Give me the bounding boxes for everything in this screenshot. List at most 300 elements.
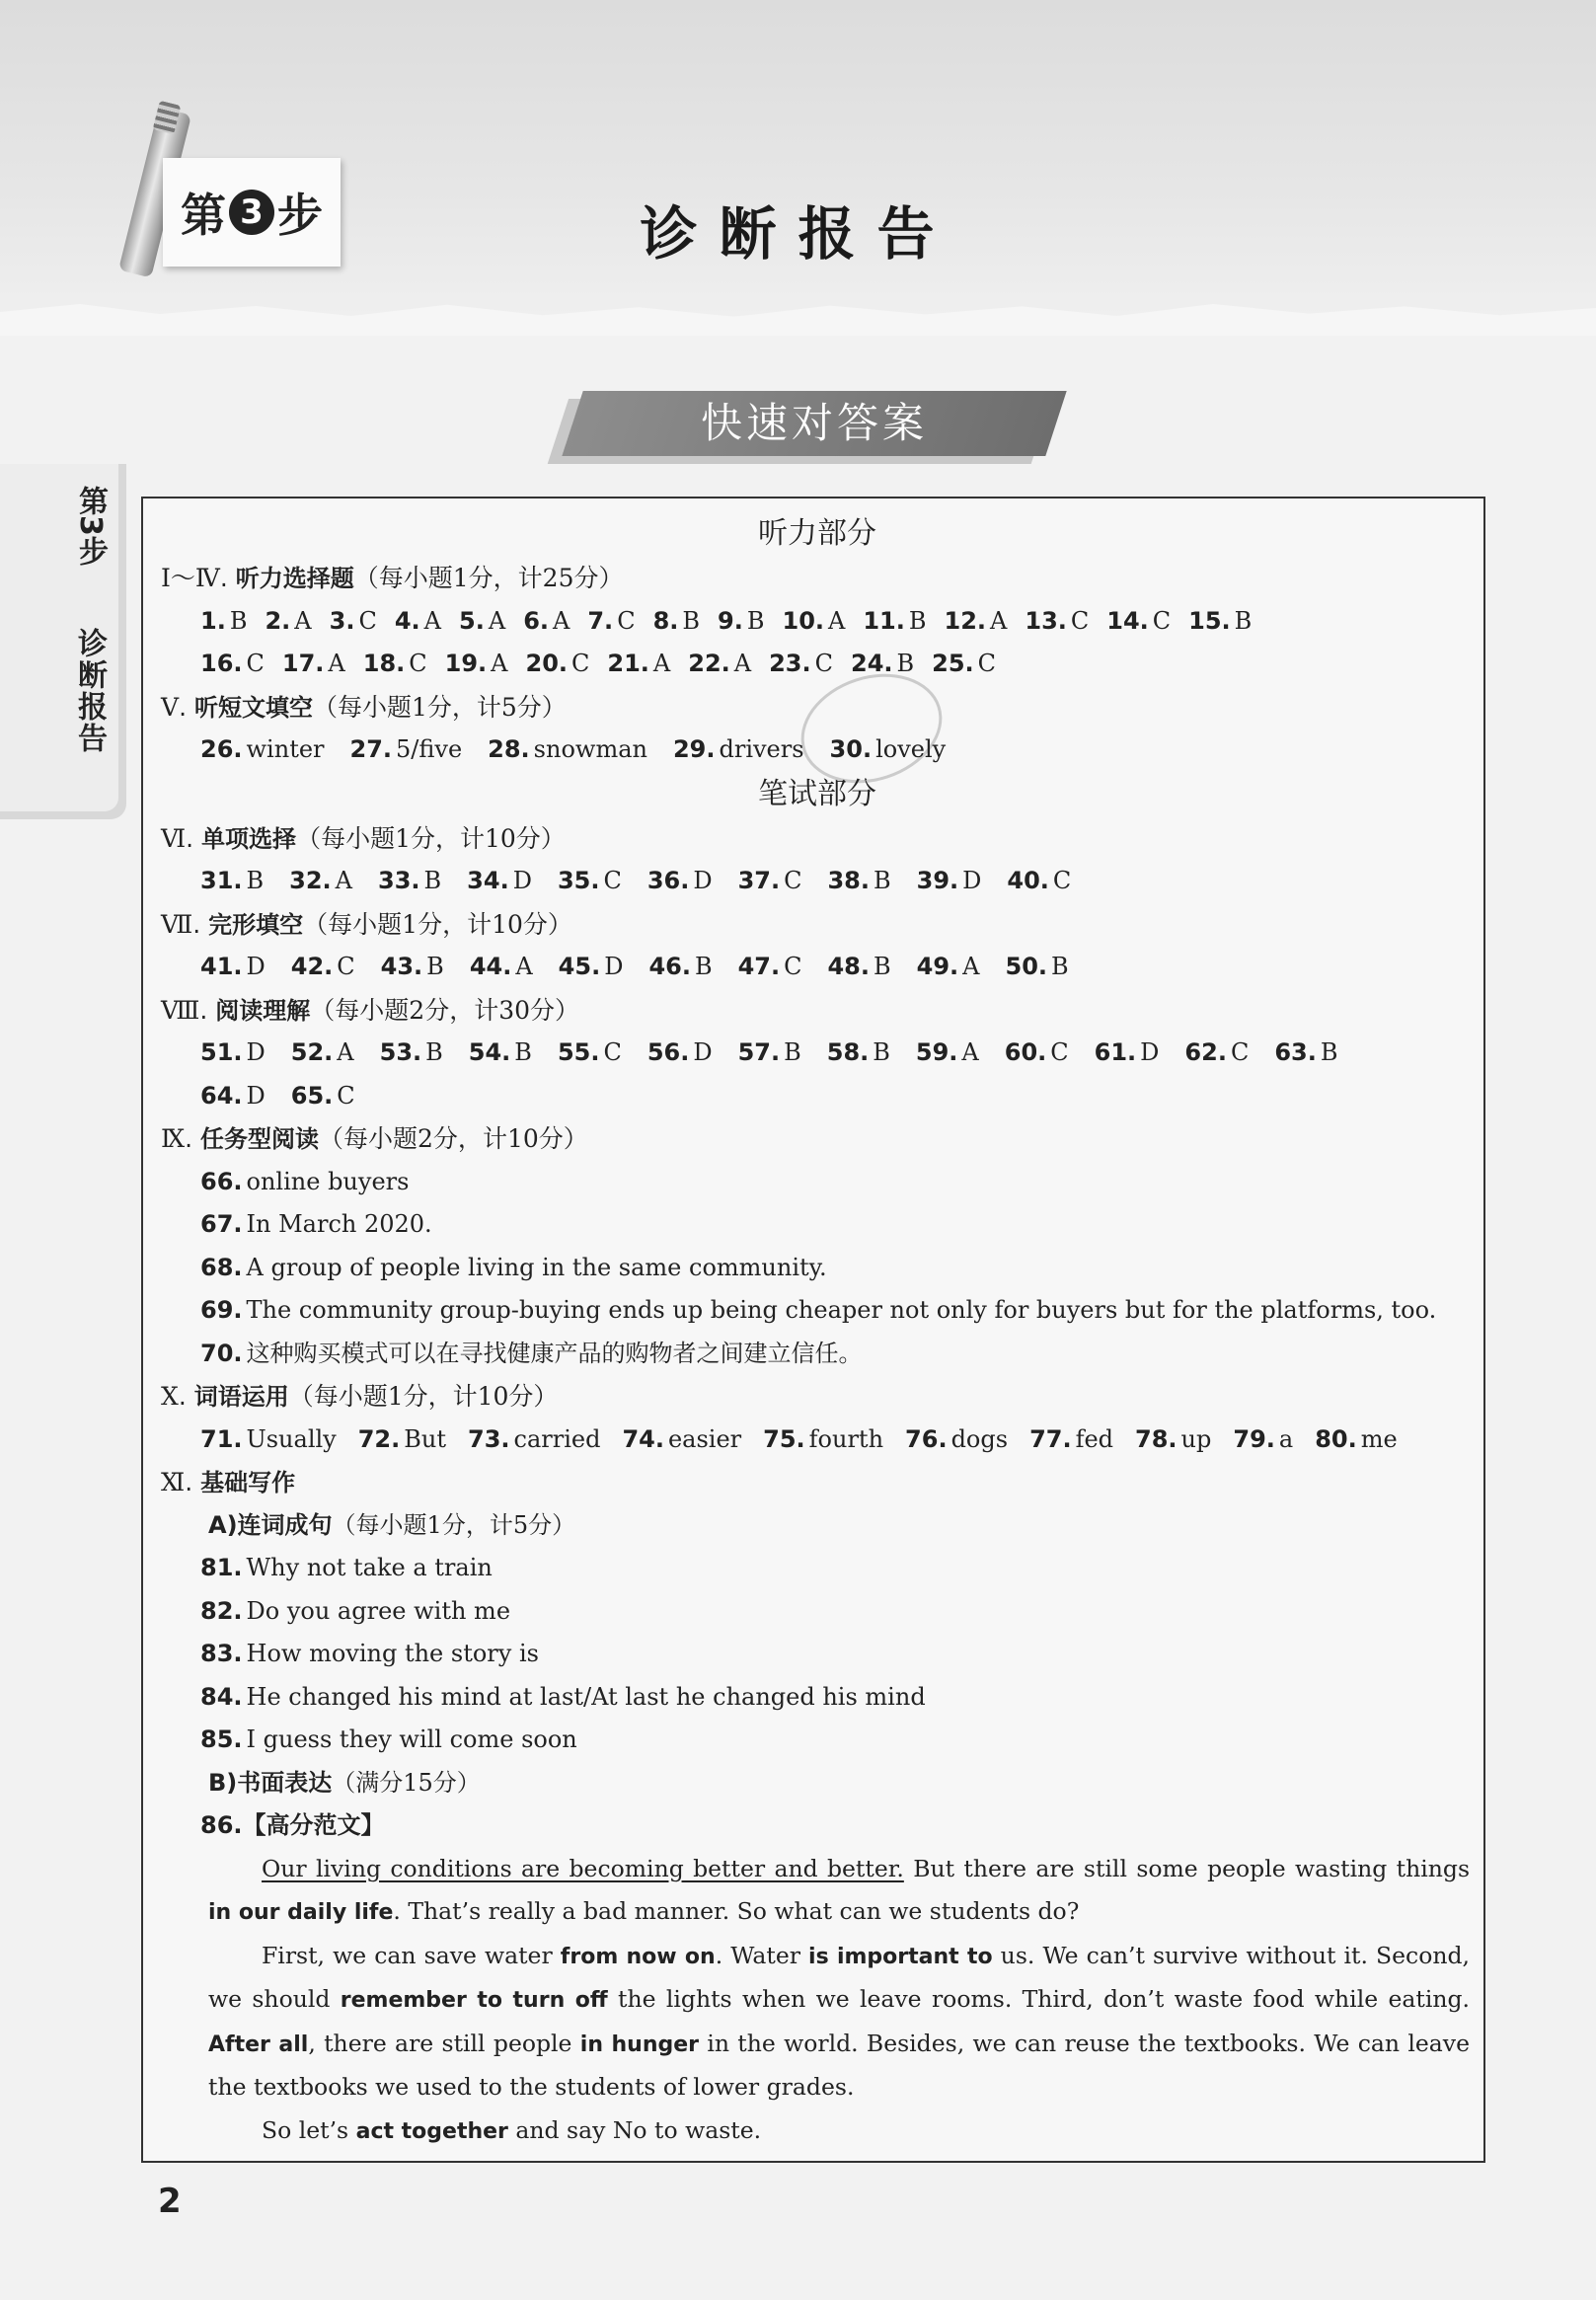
answer-item	[358, 1418, 446, 1462]
answer-item	[827, 860, 890, 903]
answer-item	[1006, 946, 1069, 989]
answer-value: B	[1234, 606, 1253, 635]
section-title: 听短文填空	[193, 693, 313, 722]
page-number: 2	[158, 2182, 182, 2221]
answer-item	[200, 1633, 539, 1676]
answer-item	[459, 600, 505, 644]
section-numeral: Ⅰ～Ⅳ	[161, 564, 220, 592]
answer-value: D	[604, 953, 624, 980]
question-number: 40.	[1007, 867, 1049, 894]
answer-item	[200, 1418, 337, 1462]
subsection-heading	[161, 1504, 1474, 1548]
answer-value: easier	[667, 1424, 742, 1453]
essay-key-phrase: act together	[355, 2118, 508, 2144]
answer-item	[763, 1418, 883, 1462]
answer-item	[1095, 1032, 1160, 1075]
question-number: 65.	[290, 1081, 334, 1110]
answer-value: snowman	[533, 735, 647, 763]
answer-item	[917, 946, 980, 989]
question-number: 6.	[523, 606, 550, 635]
section-heading	[161, 1461, 1474, 1504]
answer-row	[161, 1032, 1474, 1075]
answer-item	[607, 643, 670, 686]
question-number: 85.	[200, 1725, 243, 1753]
question-number: 75.	[763, 1424, 805, 1453]
answer-row	[161, 1719, 1474, 1762]
section-dot: .	[186, 823, 202, 853]
section-heading	[161, 817, 1474, 861]
answer-value: B	[746, 606, 765, 635]
answer-item	[380, 1032, 443, 1075]
answer-value: carried	[513, 1424, 601, 1453]
answer-item	[488, 728, 647, 772]
answer-value: C	[337, 953, 355, 980]
question-number: 72.	[357, 1424, 401, 1453]
answer-item	[291, 946, 355, 989]
essay-text: But there are still some people wasting things	[903, 1854, 1470, 1882]
answer-value: B	[908, 606, 927, 635]
answer-value: up	[1180, 1424, 1212, 1453]
question-number: 70.	[200, 1339, 243, 1367]
answer-item	[470, 946, 533, 989]
answer-value: A	[733, 650, 752, 677]
answer-value: B	[426, 953, 444, 980]
essay-text: us. We can’t survive without it. Second, we should	[208, 1941, 1470, 2013]
answer-value: C	[977, 650, 997, 677]
answer-item	[282, 643, 345, 686]
section-note: （每小题1分，计10分）	[296, 823, 566, 853]
answer-row	[161, 728, 1474, 772]
answer-item	[827, 1032, 890, 1075]
question-number: 19.	[444, 650, 488, 677]
question-number: 73.	[468, 1424, 510, 1453]
answer-item	[200, 728, 325, 772]
question-number: 67.	[200, 1210, 243, 1238]
answer-value: D	[693, 867, 713, 894]
question-number: 55.	[557, 1038, 600, 1066]
answer-item	[200, 1719, 577, 1762]
answer-item	[1188, 600, 1252, 644]
answer-value: But	[404, 1424, 446, 1453]
answer-value: A	[488, 606, 506, 635]
answer-group	[161, 946, 1474, 989]
section-note: （每小题1分，计10分）	[303, 909, 572, 939]
question-number: 17.	[281, 650, 325, 677]
question-number: 68.	[200, 1253, 243, 1281]
answer-value: Why not take a train	[246, 1554, 493, 1581]
essay-key-phrase: in hunger	[579, 2032, 699, 2057]
answer-value: fourth	[808, 1424, 884, 1453]
answer-value: C	[617, 606, 636, 635]
essay-text: So let’s	[262, 2115, 356, 2144]
answer-item	[467, 860, 532, 903]
answer-value: D	[246, 953, 266, 980]
answer-value: A	[335, 867, 353, 894]
essay-key-phrase: remember to turn off	[340, 1988, 608, 2013]
side-tab-step: 第3步	[73, 486, 108, 566]
answer-group	[161, 1418, 1474, 1462]
question-number: 60.	[1004, 1038, 1047, 1066]
answer-value: C	[1152, 606, 1172, 635]
answer-group	[161, 860, 1474, 903]
writing-title: 笔试部分	[758, 776, 876, 811]
answer-item	[1315, 1418, 1397, 1462]
answer-item	[1274, 1032, 1337, 1075]
essay-number: 86.	[200, 1811, 243, 1839]
answer-value: B	[425, 1038, 443, 1066]
answer-item	[1007, 860, 1071, 903]
answer-item	[587, 600, 635, 644]
question-number: 16.	[200, 650, 243, 677]
question-number: 15.	[1188, 606, 1231, 635]
answer-row	[161, 1161, 1474, 1204]
answer-value: A	[828, 606, 846, 635]
answer-item	[381, 946, 444, 989]
section-title: 基础写作	[200, 1469, 296, 1496]
answer-value: A	[652, 650, 671, 677]
section-title: 任务型阅读	[200, 1125, 320, 1153]
banner-label: 快速对答案	[700, 399, 928, 447]
answer-value: C	[814, 650, 833, 677]
question-number: 41.	[200, 953, 243, 980]
answer-value: B	[1051, 953, 1069, 980]
section-numeral: Ⅴ	[161, 692, 180, 722]
answer-value: B	[682, 606, 701, 635]
answer-item	[558, 1032, 622, 1075]
answer-row	[161, 1676, 1474, 1720]
essay-paragraph	[208, 2109, 1470, 2154]
question-number: 21.	[607, 650, 649, 677]
answer-value: A	[515, 953, 533, 980]
answer-value: C	[246, 650, 265, 677]
question-number: 48.	[827, 953, 870, 980]
answer-value: In March 2020.	[246, 1210, 432, 1238]
question-number: 26.	[200, 735, 243, 763]
answer-value: A	[961, 1038, 979, 1066]
question-number: 11.	[863, 606, 905, 635]
essay-paragraph	[208, 1935, 1470, 2109]
answer-value: me	[1360, 1424, 1398, 1453]
answer-value: A	[294, 606, 312, 635]
essay-text: . That’s really a bad manner. So what can we students do?	[393, 1897, 1080, 1925]
essay-heading	[161, 1804, 1474, 1848]
answer-group	[161, 1161, 1474, 1376]
question-number: 4.	[394, 606, 420, 635]
essay-text: , there are still people	[308, 2029, 580, 2057]
essay-text: First, we can save water	[262, 1941, 561, 1969]
question-number: 32.	[289, 867, 332, 894]
answer-row	[161, 1590, 1474, 1634]
section-heading	[161, 557, 1474, 600]
question-number: 64.	[200, 1081, 243, 1110]
answer-content	[161, 511, 1474, 2153]
question-number: 46.	[648, 953, 691, 980]
answer-item	[851, 643, 914, 686]
subsection-heading	[161, 1762, 1474, 1805]
section-note: （每小题2分，计30分）	[310, 995, 580, 1025]
answer-item	[558, 860, 622, 903]
answer-item	[653, 600, 700, 644]
question-number: 25.	[932, 650, 974, 677]
answer-value: D	[962, 867, 982, 894]
answer-item	[916, 1032, 979, 1075]
answer-item	[863, 600, 926, 644]
question-number: 69.	[200, 1296, 243, 1324]
page-title: 诊断报告	[640, 200, 956, 268]
answer-item	[350, 728, 463, 772]
answer-row	[161, 1547, 1474, 1590]
essay-body	[161, 1848, 1474, 2154]
answer-item	[200, 1289, 1436, 1333]
answer-item	[200, 1161, 409, 1204]
question-number: 76.	[905, 1424, 948, 1453]
question-number: 37.	[737, 867, 781, 894]
question-number: 58.	[826, 1038, 870, 1066]
answer-item	[363, 643, 427, 686]
question-number: 9.	[718, 606, 743, 635]
answer-item	[200, 1247, 827, 1290]
question-number: 34.	[467, 867, 509, 894]
answer-value: C	[784, 953, 802, 980]
question-number: 45.	[558, 953, 601, 980]
subsection-note: （每小题1分，计5分）	[332, 1510, 576, 1539]
answer-value: D	[246, 1081, 266, 1110]
question-number: 83.	[200, 1640, 243, 1667]
answer-value: B	[874, 867, 891, 894]
section-title: 完形填空	[208, 910, 304, 939]
question-number: 74.	[622, 1424, 664, 1453]
answer-item	[523, 600, 570, 644]
answer-value: He changed his mind at last/At last he changed his mind	[246, 1682, 926, 1711]
answer-value: B	[784, 1038, 801, 1066]
answer-group	[161, 1547, 1474, 1762]
answer-row	[161, 600, 1474, 644]
answer-item	[673, 728, 804, 772]
answer-value: C	[337, 1081, 355, 1110]
answer-item	[783, 600, 846, 644]
answer-value: 这种购买模式可以在寻找健康产品的购物者之间建立信任。	[246, 1339, 863, 1367]
question-number: 7.	[587, 606, 614, 635]
essay-topic-sentence: Our living conditions are becoming better and better.	[262, 1854, 904, 1882]
answer-value: Usually	[246, 1424, 337, 1453]
answer-item	[330, 600, 377, 644]
answer-item	[769, 643, 833, 686]
section-note: （每小题1分，计10分）	[288, 1382, 559, 1411]
answer-value: C	[603, 1038, 622, 1066]
answer-item	[738, 946, 802, 989]
answer-value: 5/five	[396, 735, 463, 763]
answer-item	[200, 860, 264, 903]
answer-value: How moving the story is	[246, 1640, 539, 1667]
question-number: 80.	[1315, 1424, 1357, 1453]
essay-text: the lights when we leave rooms. Third, don’t waste food while eating.	[607, 1985, 1470, 2013]
question-number: 62.	[1184, 1038, 1227, 1066]
answer-item	[648, 946, 712, 989]
answer-value: C	[1052, 867, 1072, 894]
answer-value: C	[409, 650, 427, 677]
answer-item	[200, 1203, 432, 1247]
answer-value: drivers	[719, 735, 804, 763]
answer-item	[1135, 1418, 1211, 1462]
answer-item	[1005, 1032, 1069, 1075]
question-number: 43.	[380, 953, 423, 980]
answer-value: dogs	[950, 1424, 1009, 1453]
answer-item	[1233, 1418, 1293, 1462]
answer-value: A	[990, 606, 1008, 635]
answer-value: online buyers	[246, 1167, 410, 1195]
section-dot: .	[179, 692, 194, 722]
answer-item	[945, 600, 1008, 644]
answer-value: D	[512, 867, 532, 894]
subsection-label: B)书面表达	[208, 1768, 333, 1797]
answer-row	[161, 1289, 1474, 1333]
answer-row	[161, 946, 1474, 989]
section-dot: .	[219, 564, 236, 592]
answer-item	[688, 643, 751, 686]
answer-value: A	[423, 606, 442, 635]
answer-item	[445, 643, 508, 686]
answer-item	[200, 1032, 266, 1075]
section-note: （每小题1分，计25分）	[353, 564, 624, 592]
answer-row	[161, 1203, 1474, 1247]
answer-item	[1025, 600, 1089, 644]
answer-value: fed	[1075, 1424, 1114, 1453]
answer-item	[200, 1590, 510, 1634]
answer-value: A group of people living in the same community.	[246, 1253, 827, 1281]
essay-key-phrase: from now on	[560, 1944, 716, 1969]
answer-item	[718, 600, 764, 644]
section-heading	[161, 1375, 1474, 1418]
answer-item	[468, 1418, 600, 1462]
section-title: 听力选择题	[235, 565, 354, 592]
answer-value: C	[1230, 1038, 1250, 1066]
question-number: 24.	[851, 650, 893, 677]
answer-item	[200, 600, 247, 644]
question-number: 78.	[1135, 1424, 1178, 1453]
answer-value: B	[514, 1038, 532, 1066]
answer-value: D	[246, 1038, 266, 1066]
question-number: 38.	[827, 867, 870, 894]
answer-item	[526, 643, 590, 686]
section-heading	[161, 686, 1474, 729]
section-dot: .	[192, 909, 209, 939]
question-number: 77.	[1029, 1424, 1072, 1453]
answer-row	[161, 1247, 1474, 1290]
answer-value: B	[874, 953, 891, 980]
question-number: 49.	[916, 953, 959, 980]
answer-item	[265, 600, 311, 644]
subsection-label: A)连词成句	[208, 1510, 333, 1539]
answer-value: B	[423, 867, 442, 894]
section-dot: .	[185, 1468, 201, 1496]
answer-row	[161, 643, 1474, 686]
essay-text: in the world. Besides, we can reuse the textbooks. We can leave the textbooks we used to the students of lower grades.	[208, 2029, 1470, 2101]
answer-item	[738, 1032, 801, 1075]
question-number: 50.	[1005, 953, 1048, 980]
question-number: 42.	[290, 953, 334, 980]
answer-value: winter	[246, 735, 325, 763]
question-number: 27.	[349, 735, 393, 763]
answer-value: A	[553, 606, 570, 635]
essay-text: . Water	[715, 1941, 809, 1969]
question-number: 52.	[290, 1038, 334, 1066]
section-heading	[161, 903, 1474, 947]
question-number: 33.	[378, 867, 420, 894]
answer-value: D	[693, 1038, 713, 1066]
answer-value: A	[328, 650, 345, 677]
essay-text: and say No to waste.	[507, 2115, 762, 2144]
answer-item	[395, 600, 441, 644]
answer-value: B	[873, 1038, 890, 1066]
essay-key-phrase: is important to	[808, 1944, 993, 1969]
section-numeral: Ⅺ	[161, 1468, 186, 1496]
essay-paragraph	[208, 1848, 1470, 1935]
answer-item	[200, 1333, 863, 1376]
question-number: 61.	[1094, 1038, 1137, 1066]
question-number: 29.	[672, 735, 716, 763]
question-number: 3.	[329, 606, 355, 635]
answer-row	[161, 1633, 1474, 1676]
section-title: 阅读理解	[215, 996, 311, 1025]
answer-item	[378, 860, 441, 903]
answer-value: lovely	[875, 735, 947, 763]
subsection-note: （满分15分）	[332, 1768, 481, 1797]
answer-value: C	[603, 867, 622, 894]
question-number: 36.	[646, 867, 690, 894]
answer-item	[905, 1418, 1008, 1462]
question-number: 39.	[916, 867, 959, 894]
answer-value: C	[1070, 606, 1090, 635]
question-number: 53.	[379, 1038, 422, 1066]
answer-value: Do you agree with me	[246, 1596, 511, 1625]
answer-item	[200, 1547, 493, 1590]
answer-value: C	[784, 867, 802, 894]
answer-group	[161, 600, 1474, 686]
answer-item	[647, 860, 713, 903]
question-number: 59.	[915, 1038, 958, 1066]
section-heading	[161, 1117, 1474, 1161]
answer-item	[291, 1032, 354, 1075]
answer-value: I guess they will come soon	[246, 1725, 577, 1753]
step-number: 3	[229, 190, 274, 235]
essay-tag: 【高分范文】	[242, 1811, 385, 1839]
section-numeral: Ⅵ	[161, 823, 187, 853]
answer-item	[622, 1418, 741, 1462]
question-number: 66.	[200, 1167, 243, 1195]
answer-value: The community group-buying ends up being cheaper not only for buyers but for the platforms, too.	[246, 1296, 1437, 1324]
answer-item	[1184, 1032, 1249, 1075]
question-number: 84.	[200, 1682, 243, 1711]
section-numeral: Ⅶ	[161, 909, 193, 939]
answer-row	[161, 1333, 1474, 1376]
answer-row	[161, 1418, 1474, 1462]
question-number: 56.	[646, 1038, 690, 1066]
question-number: 30.	[829, 735, 873, 763]
question-number: 20.	[525, 650, 569, 677]
step-suffix: 步	[277, 189, 323, 242]
question-number: 63.	[1274, 1038, 1317, 1066]
question-number: 47.	[737, 953, 781, 980]
answer-group	[161, 728, 1474, 772]
section-heading	[161, 989, 1474, 1033]
answer-value: B	[1320, 1038, 1338, 1066]
question-number: 71.	[200, 1424, 243, 1453]
answer-item	[559, 946, 624, 989]
question-number: 12.	[944, 606, 987, 635]
answer-value: C	[358, 606, 377, 635]
answer-value: B	[694, 953, 713, 980]
section-title: 单项选择	[201, 824, 297, 853]
